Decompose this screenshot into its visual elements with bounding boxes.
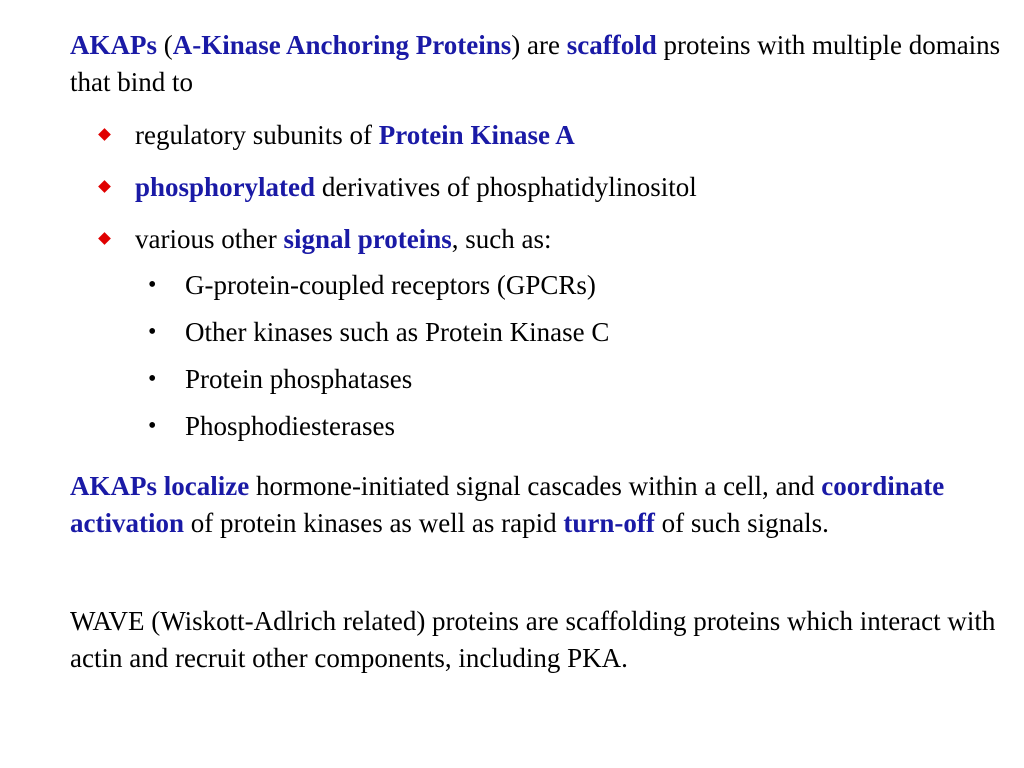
- wave-paragraph: WAVE (Wiskott-Adlrich related) proteins are scaffolding proteins which interact with actin and recruit other components, including PKA.: [70, 606, 996, 673]
- sub-bullet-item: [148, 314, 1008, 351]
- bullet-plain-before: regulatory subunits of: [135, 120, 379, 150]
- bullet-item: [100, 117, 1000, 154]
- coordinate-activation-term: coordinate activation: [70, 471, 945, 538]
- akaps-term: AKAPs: [70, 30, 157, 60]
- bullet-item: [100, 169, 1000, 206]
- bullet-plain-after: derivatives of phosphatidylinositol: [315, 172, 697, 202]
- bullet-text: [135, 221, 552, 258]
- localize-paragraph: [70, 468, 1015, 542]
- bullet-emphasis: signal proteins: [283, 224, 452, 254]
- dot-bullet-icon: •: [148, 319, 157, 345]
- dot-bullet-icon: •: [148, 272, 157, 298]
- akap-full-name: A-Kinase Anchoring Proteins: [172, 30, 512, 60]
- sub-bullet-item: [148, 267, 1008, 304]
- bullet-text: [135, 169, 697, 206]
- bullet-plain-before: various other: [135, 224, 284, 254]
- localize-text-3: of such signals.: [654, 508, 829, 538]
- intro-text-rest: proteins with multiple domains that bind to: [70, 30, 1001, 97]
- red-diamond-bullet-icon: [98, 128, 111, 141]
- bullet-text: [135, 117, 575, 154]
- intro-text-are: ) are: [511, 30, 567, 60]
- intro-text-open-paren: (: [157, 30, 173, 60]
- sub-bullet-text: G-protein-coupled receptors (GPCRs): [185, 270, 596, 300]
- localize-text-2: of protein kinases as well as rapid: [184, 508, 564, 538]
- red-diamond-bullet-icon: [98, 232, 111, 245]
- dot-bullet-icon: •: [148, 413, 157, 439]
- localize-text-1: hormone-initiated signal cascades within a cell, and: [249, 471, 822, 501]
- intro-paragraph: [70, 27, 1015, 101]
- scaffold-term: scaffold: [566, 30, 657, 60]
- sub-bullet-text: Other kinases such as Protein Kinase C: [185, 317, 610, 347]
- turn-off-term: turn-off: [563, 508, 655, 538]
- akaps-localize-term: AKAPs localize: [70, 471, 250, 501]
- bullet-plain-after: , such as:: [451, 224, 552, 254]
- red-diamond-bullet-icon: [98, 180, 111, 193]
- bullet-emphasis: phosphorylated: [135, 172, 316, 202]
- bullet-emphasis: Protein Kinase A: [378, 120, 575, 150]
- sub-bullet-item: [148, 361, 1008, 398]
- bullet-item: [100, 221, 1000, 258]
- sub-bullet-text: Protein phosphatases: [185, 364, 413, 394]
- dot-bullet-icon: •: [148, 366, 157, 392]
- sub-bullet-item: [148, 408, 1008, 445]
- sub-bullet-text: Phosphodiesterases: [185, 411, 395, 441]
